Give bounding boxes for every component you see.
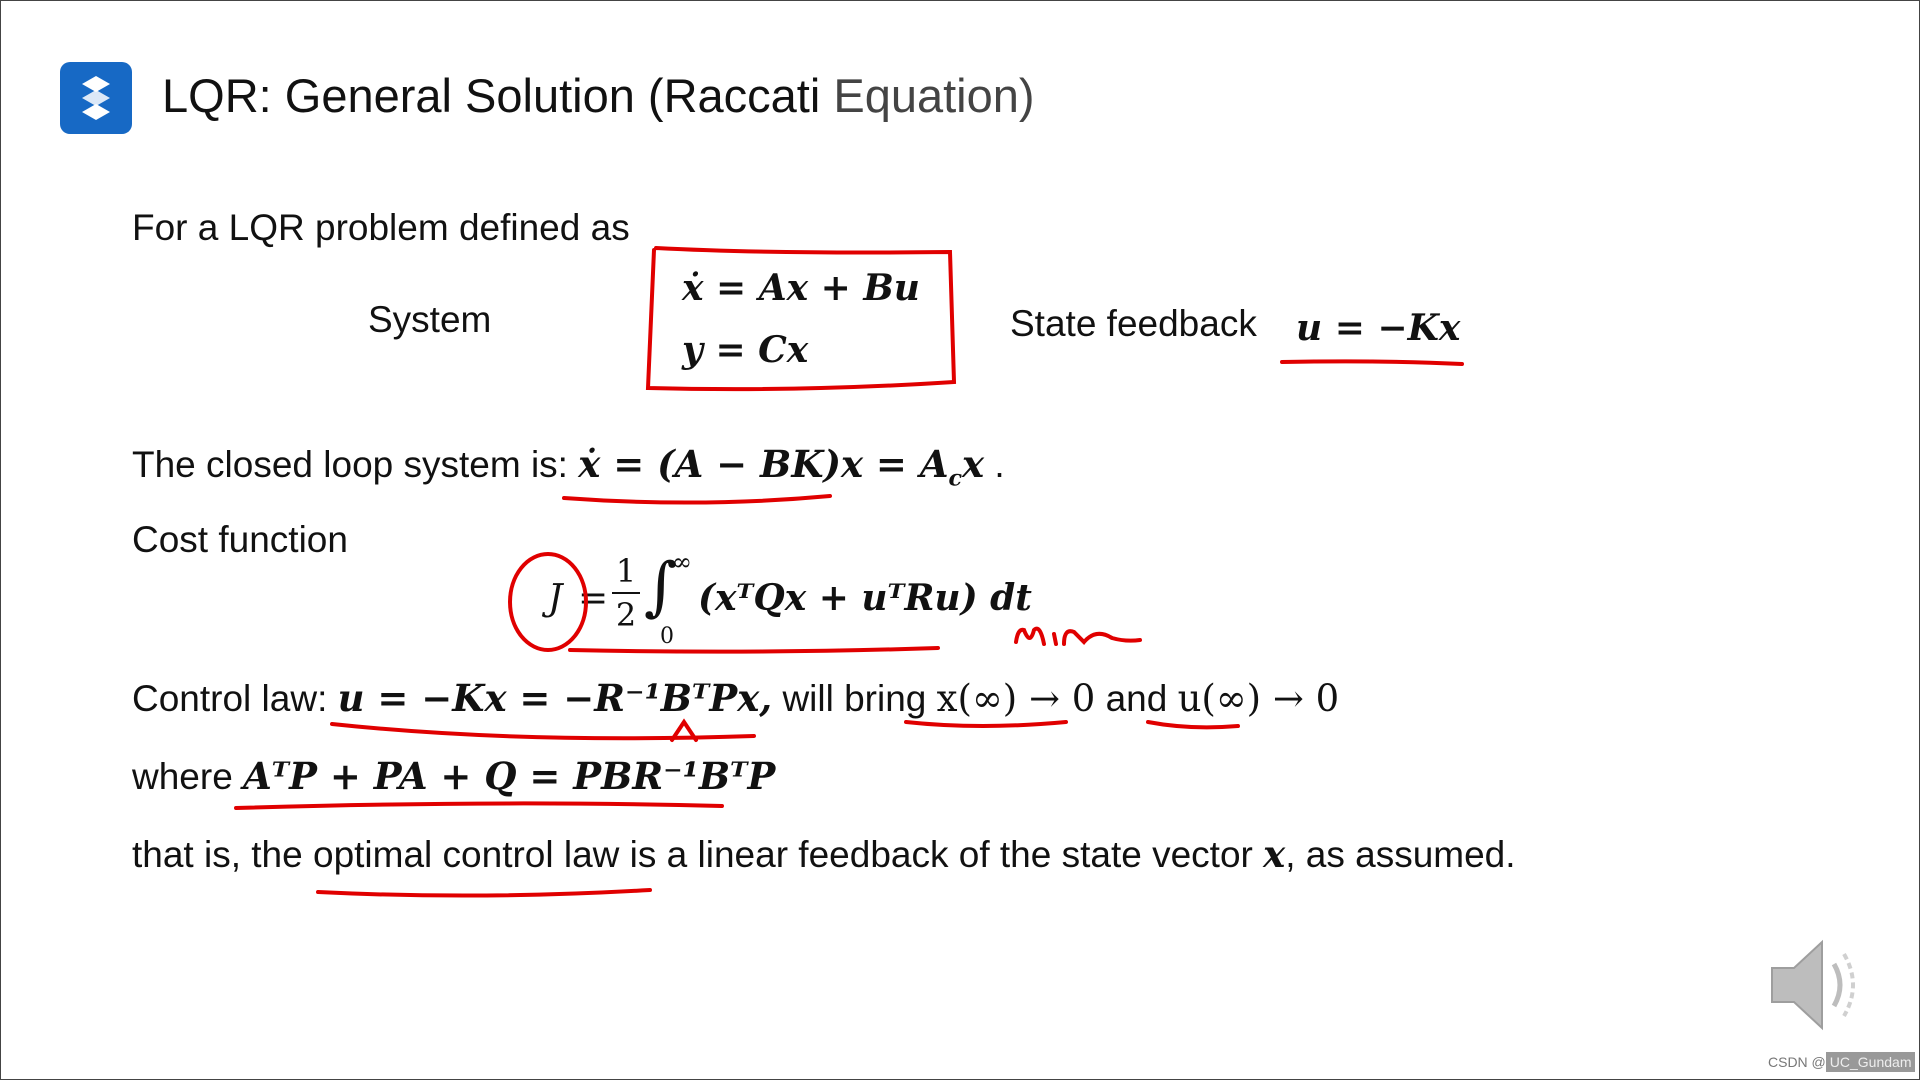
cost-fraction-denominator: 2 — [615, 596, 637, 634]
cost-integral-sign: ∫ — [644, 550, 678, 624]
feedback-equation: u = −Kx — [1296, 307, 1461, 349]
control-law-label: Control law: — [132, 678, 328, 719]
control-law-mid: will bring — [782, 678, 927, 719]
where-label: where — [132, 756, 233, 797]
conclusion-end: , as assumed. — [1285, 834, 1516, 875]
optimal-underline-annotation — [318, 890, 650, 896]
control-u-limit: u(∞) → 0 — [1177, 677, 1340, 720]
watermark-user: UC_Gundam — [1826, 1052, 1916, 1072]
control-x-limit: x(∞) → 0 — [936, 677, 1096, 720]
cost-underline-annotation — [570, 648, 938, 652]
system-box-annotation — [648, 248, 954, 389]
conclusion-text: that is, the optimal control law is a linear feedback of the state vector — [132, 834, 1253, 875]
riccati-underline-annotation — [236, 803, 722, 808]
cost-J: J — [548, 578, 563, 619]
riccati-equation: AᵀP + PA + Q = PBR⁻¹BᵀP — [243, 754, 776, 798]
control-and: and — [1105, 678, 1168, 719]
system-label: System — [368, 299, 492, 340]
cost-equals: = — [578, 578, 609, 619]
feedback-label: State feedback — [1010, 303, 1257, 344]
min-annotation — [1016, 629, 1140, 644]
closed-loop-equation: ẋ = $(A - BK)x = A_cx$ — [578, 442, 985, 492]
cost-integral-upper: ∞ — [672, 548, 692, 576]
slide-title: LQR: General Solution (Raccati Equation) — [162, 69, 1035, 122]
speaker-icon[interactable] — [1768, 930, 1868, 1040]
cost-integrand: (xᵀQx + uᵀRu) dt — [698, 577, 1032, 619]
watermark: CSDN @ UC_Gundam — [1768, 1054, 1915, 1070]
intro-text: For a LQR problem defined as — [132, 207, 630, 248]
conclusion-x: x — [1263, 832, 1286, 876]
J-circle-annotation — [510, 554, 586, 650]
closed-loop-text: The closed loop system is: — [132, 444, 568, 485]
u-limit-underline-annotation — [1148, 722, 1238, 727]
closed-loop-period: . — [994, 444, 1005, 485]
closed-loop-underline-annotation — [564, 496, 830, 503]
x-limit-underline-annotation — [906, 722, 1066, 726]
output-equation: y = Cx — [682, 329, 809, 371]
state-equation: ẋ = Ax + Bu — [682, 267, 920, 309]
feedback-underline-annotation — [1282, 361, 1462, 364]
control-law-equation: u = −Kx = −R⁻¹BᵀPx, — [337, 676, 773, 720]
cost-fraction-numerator: 1 — [615, 552, 637, 590]
cost-integral-lower: 0 — [660, 624, 674, 649]
cost-label: Cost function — [132, 519, 348, 560]
